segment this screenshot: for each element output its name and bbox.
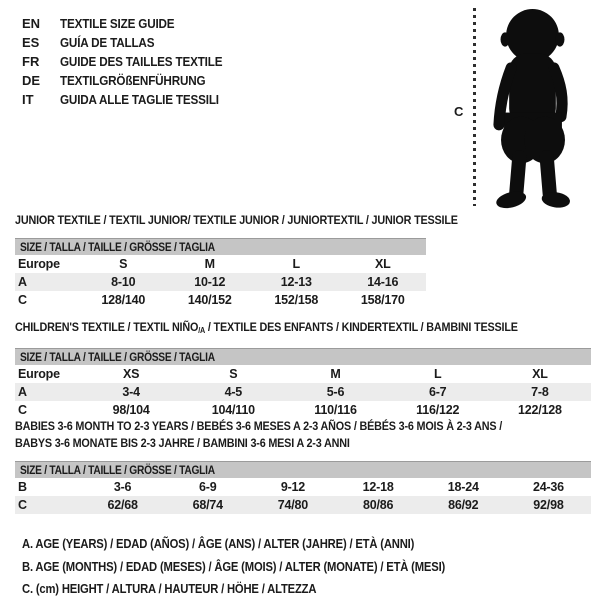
- size-cell: XL: [532, 367, 548, 381]
- height-figure: [440, 0, 600, 215]
- height-cell: 74/80: [277, 498, 309, 512]
- table-row-europe: [15, 255, 426, 273]
- legend-row-fr: [22, 52, 240, 71]
- table-row-age: [15, 273, 426, 291]
- language-label: TEXTILE SIZE GUIDE: [60, 16, 175, 31]
- age-cell: 8-10: [111, 275, 136, 289]
- section-title-line2: BABYS 3-6 MONATE BIS 2-3 JAHRE / BAMBINI 3-6 MESI A 2-3 ANNI: [15, 436, 350, 450]
- table-row-europe: [15, 365, 591, 383]
- height-cell: 140/152: [187, 293, 232, 307]
- row-label: C: [18, 293, 27, 307]
- age-cell: 10-12: [194, 275, 226, 289]
- age-cell: 14-16: [367, 275, 399, 289]
- size-header-bar: [15, 461, 591, 478]
- language-label: TEXTILGRÖßENFÜHRUNG: [60, 73, 206, 88]
- height-cell: 92/98: [533, 498, 564, 512]
- section-title-subscript: /A: [198, 326, 206, 335]
- language-code: FR: [22, 54, 40, 69]
- age-cell: 18-24: [447, 480, 479, 494]
- age-cell: 5-6: [326, 385, 345, 399]
- language-label: GUIDA ALLE TAGLIE TESSILI: [60, 92, 219, 107]
- age-cell: 12-13: [280, 275, 312, 289]
- size-cell: S: [119, 257, 128, 271]
- row-label: C: [18, 403, 27, 417]
- age-cell: 6-9: [199, 480, 217, 494]
- row-label: A: [18, 385, 27, 399]
- children-table-section: [15, 320, 591, 419]
- language-code: ES: [22, 35, 40, 50]
- size-header-bar: [15, 348, 591, 365]
- size-cell: M: [330, 367, 341, 381]
- height-cell: 62/68: [107, 498, 138, 512]
- height-cell: 68/74: [192, 498, 223, 512]
- age-cell: 3-4: [122, 385, 140, 399]
- size-cell: M: [204, 257, 215, 271]
- section-title: [15, 320, 533, 338]
- age-cell: 3-6: [113, 480, 132, 494]
- height-measure-line: [473, 8, 476, 206]
- legend-row-en: [22, 14, 240, 33]
- section-title-text: CHILDREN'S TEXTILE / TEXTIL NIÑO: [15, 320, 199, 334]
- size-cell: L: [292, 257, 300, 271]
- legend-row-it: [22, 90, 240, 109]
- footnote-height: C. (cm) HEIGHT / ALTURA / HAUTEUR / HÖHE / ALTEZZA: [22, 582, 317, 596]
- size-header-label: SIZE / TALLA / TAILLE / GRÖSSE / TAGLIA: [20, 350, 215, 364]
- footnote-age-years: A. AGE (YEARS) / EDAD (AÑOS) / ÂGE (ANS) / ALTER (JAHRE) / ETÀ (ANNI): [22, 537, 415, 551]
- age-cell: 12-18: [362, 480, 394, 494]
- language-code: EN: [22, 16, 41, 31]
- size-header-label: SIZE / TALLA / TAILLE / GRÖSSE / TAGLIA: [20, 463, 215, 477]
- height-cell: 104/110: [211, 403, 255, 417]
- height-cell: 116/122: [416, 403, 460, 417]
- legend-row-de: [22, 71, 240, 90]
- junior-table-section: [15, 213, 458, 309]
- row-label: Europe: [18, 367, 60, 381]
- row-label: Europe: [18, 257, 60, 271]
- height-cell: 80/86: [362, 498, 394, 512]
- language-legend: [22, 14, 240, 109]
- section-title-line1: BABIES 3-6 MONTH TO 2-3 YEARS / BEBÉS 3-6 MESES A 2-3 AÑOS / BÉBÉS 3-6 MOIS À 2-3 ANS /: [15, 419, 503, 433]
- size-header-label: SIZE / TALLA / TAILLE / GRÖSSE / TAGLIA: [20, 240, 215, 254]
- footnote-age-months: B. AGE (MONTHS) / EDAD (MESES) / ÂGE (MOIS) / ALTER (MONATE) / ETÀ (MESI): [22, 559, 446, 574]
- language-label: GUÍA DE TALLAS: [60, 35, 155, 50]
- height-cell: 98/104: [112, 403, 150, 417]
- height-cell: 86/92: [448, 498, 479, 512]
- row-label: C: [18, 498, 27, 512]
- language-code: DE: [22, 73, 41, 88]
- size-cell: L: [433, 367, 442, 381]
- babies-table-section: [15, 419, 591, 514]
- language-label: GUIDE DES TAILLES TEXTILE: [60, 54, 223, 69]
- size-cell: S: [229, 367, 238, 381]
- size-cell: XL: [374, 257, 391, 271]
- height-measure-label: C: [454, 104, 464, 119]
- age-cell: 7-8: [531, 385, 549, 399]
- row-label: A: [18, 275, 27, 289]
- toddler-silhouette-icon: [483, 5, 583, 210]
- table-row-height: [15, 291, 426, 309]
- age-cell: 4-5: [224, 385, 243, 399]
- table-row-age: [15, 383, 591, 401]
- language-code: IT: [22, 92, 34, 107]
- height-cell: 158/170: [360, 293, 405, 307]
- row-label: B: [18, 480, 27, 494]
- table-row-age-months: [15, 478, 591, 496]
- age-cell: 6-7: [428, 385, 447, 399]
- legend-row-es: [22, 33, 240, 52]
- age-cell: 24-36: [532, 480, 564, 494]
- height-cell: 122/128: [518, 403, 562, 417]
- height-cell: 128/140: [101, 293, 146, 307]
- table-row-height: [15, 401, 591, 419]
- size-header-bar: [15, 238, 426, 255]
- footnotes: [22, 533, 492, 600]
- age-cell: 9-12: [280, 480, 306, 494]
- section-title: JUNIOR TEXTILE / TEXTIL JUNIOR/ TEXTILE JUNIOR / JUNIORTEXTIL / JUNIOR TESSILE: [15, 213, 458, 227]
- height-cell: 152/158: [274, 293, 319, 307]
- section-title-text: / TEXTILE DES ENFANTS / KINDERTEXTIL / BAMBINI TESSILE: [205, 320, 518, 334]
- size-cell: XS: [122, 367, 140, 381]
- height-cell: 110/116: [314, 403, 357, 417]
- table-row-height: [15, 496, 591, 514]
